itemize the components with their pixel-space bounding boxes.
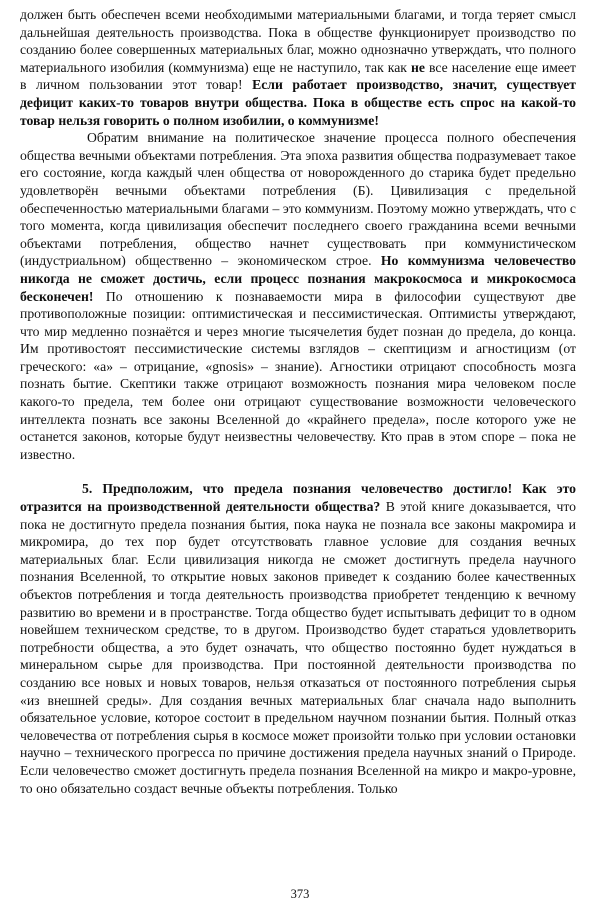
paragraph-3 xyxy=(20,480,576,797)
paragraph-gap xyxy=(20,463,576,480)
document-page xyxy=(20,6,576,797)
bold-segment: 5. Предположим, что предела познания человечество достигло! Как это отразится на производственной деятельности общества? xyxy=(20,481,576,515)
page-number: 373 xyxy=(290,887,310,901)
paragraph-2 xyxy=(20,129,576,463)
text-segment: Обратим внимание на политическое значение процесса полного обеспечения общества вечными объектами потребления. Эта эпоха развития общества подразумевает такое его состояние, когда каждый член общества от новорожденного до старика будет предельно удовлетворён вечными объектами потребления (Б). Цивилизация с предельной обеспеченностью материальными благами – это коммунизм. Поэтому можно утверждать, что с того момента, когда цивилизация обеспечит последнего своего гражданина всеми вечными объектами потребления, общество начнет существовать при коммунистическом (индустриальном) общественно – экономическом строе. xyxy=(20,130,576,269)
text-segment: все население еще имеет в личном пользовании этот товар! xyxy=(20,59,576,93)
text-segment: В этой книге доказывается, что пока не достигнуто предела познания бытия, пока наука не познала все законы макромира и микромира, до тех пор будет отсутствовать главное условие для создания вечных материальных благ. Если цивилизация никогда не сможет достигнуть предела научного познания Вселенной, то открытие новых законов приведет к созданию более качественных объектов потребления и тогда деятельность производства приобретет тенденцию к вечному развитию во времени и в пространстве. Тогда общество будет испытывать дефицит то в одном новейшем техническом средстве, то в другом. Производство будет стараться удовлетворить потребности общества, а это будет означать, что общество постоянно будет нуждаться в минеральном сырье для производства. При постоянной деятельности производства по созданию все новых и новых товаров, нельзя отказаться от постоянного потребления сырья «из внешней среды». Для создания вечных материальных благ сначала надо выполнить обязательное условие, которое состоит в предельном научном познании бытия. Полный отказ человечества от потребления сырья в космосе может произойти только при условии остановки научно – технического прогресса по причине достижения предела научных знаний о Природе. Если человечество сможет достигнуть предела познания Вселенной на микро и макро-уровне, то оно обязательно создаст вечные объекты потребления. Только xyxy=(20,499,576,796)
paragraph-1 xyxy=(20,6,576,129)
text-segment: По отношению к познаваемости мира в философии существуют две противоположные позиции: оптимистическая и пессимистическая. Оптимисты утверждают, что мир медленно познаётся и через многие тысячелетия будет познан до предела, до конца. Им противостоят пессимистические системы взглядов – скептицизм и агностицизм (от греческого: «а» – отрицание, «gnosis» – знание). Агностики отрицают способность мозга познать бытие. Скептики также отрицают возможность познания мира человеком после какого-то предела, тем более они отрицают существование возможности человеческого интеллекта познать все законы Вселенной до «крайнего предела», после которого уже не останется законов, которые будут неизвестны человечеству. Кто прав в этом споре – пока не известно. xyxy=(20,288,576,462)
bold-segment: Но коммунизма человечество никогда не сможет достичь, если процесс познания макрокосмоса и микрокосмоса бесконечен! xyxy=(20,253,576,304)
text-segment: должен быть обеспечен всеми необходимыми материальными благами, и тогда теряет смысл дальнейшая деятельность производства. Пока в обществе функционирует производство по созданию более совершенных материальных благ, можно однозначно утверждать, что полного материального изобилия (коммунизма) еще не наступило, так как xyxy=(20,7,576,75)
bold-segment: Если работает производство, значит, существует дефицит каких-то товаров внутри общества. Пока в обществе есть спрос на какой-то товар нельзя говорить о полном изобилии, о коммунизме! xyxy=(20,77,577,128)
bold-segment: не xyxy=(410,59,425,75)
